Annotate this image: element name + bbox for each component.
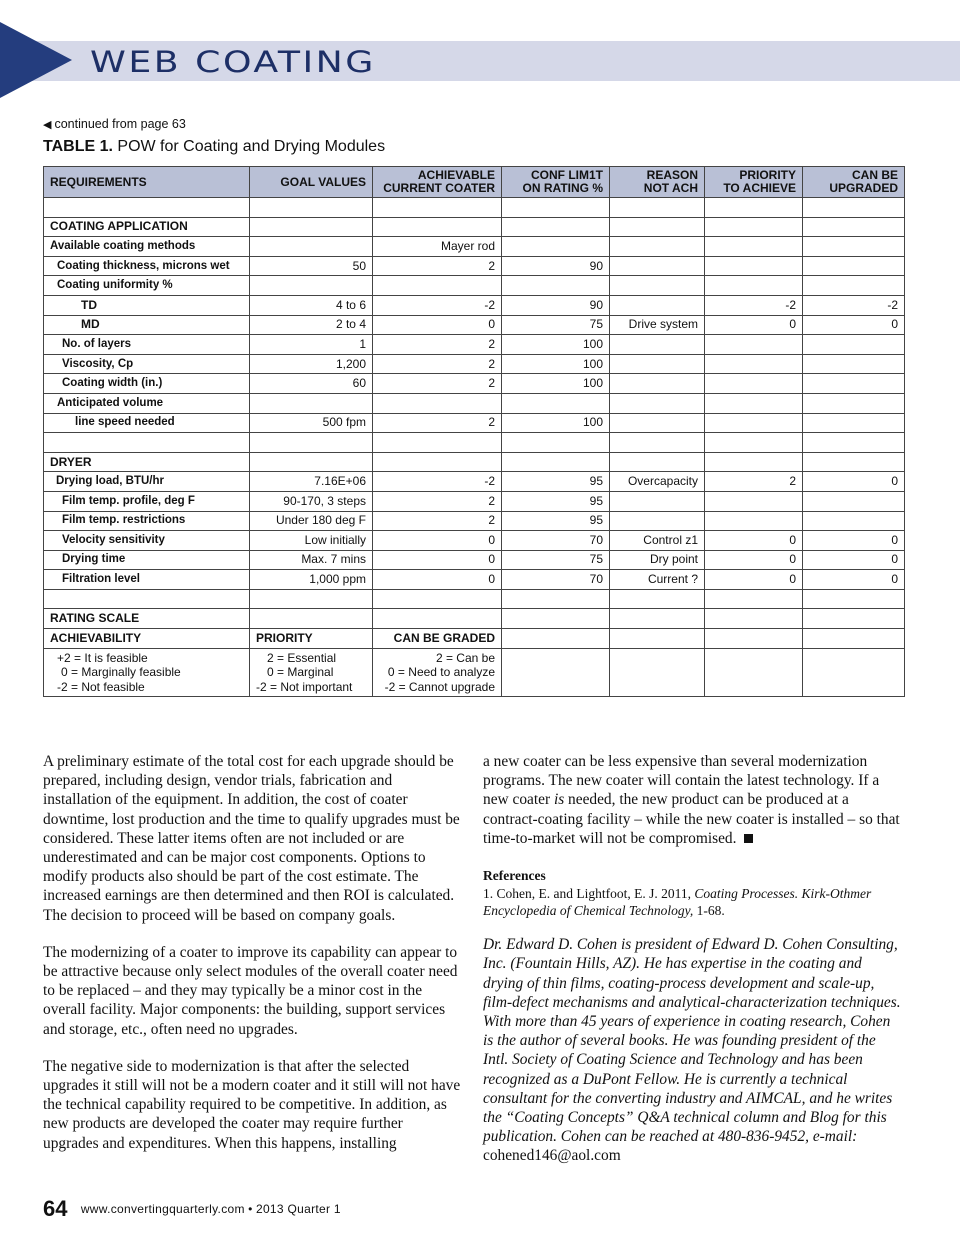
cell-requirement <box>44 589 250 609</box>
empty-cell <box>803 648 905 697</box>
cell-conf <box>502 452 610 472</box>
cell-priority <box>705 413 803 433</box>
cell-priority <box>705 589 803 609</box>
cell-conf <box>502 609 610 629</box>
empty-cell <box>610 648 705 697</box>
cell-priority: 0 <box>705 570 803 590</box>
cell-ach: 2 <box>373 491 502 511</box>
cell-conf <box>502 217 610 237</box>
cell-goal: 1 <box>250 335 373 355</box>
cell-conf: 90 <box>502 256 610 276</box>
cell-requirement: Coating uniformity % <box>44 276 250 296</box>
empty-cell <box>502 648 610 697</box>
table-row <box>44 491 905 511</box>
cell-upgrade <box>803 393 905 413</box>
cell-conf: 100 <box>502 413 610 433</box>
legend-line: +2 = It is feasible <box>57 650 148 665</box>
cell-priority <box>705 198 803 218</box>
body-paragraph: A preliminary estimate of the total cost for each upgrade should be prepared, including design, vendor trials, fabrication and installation of the equipment. In addition, the cost of coater downtime, lost production and the time to qualify upgrades must be considered. These latter items often are not included or are underestimated and can be major cost components. Options to modify products also should be part of the cost estimate. The increased earnings are then determined and then ROI is calculated. The decision to proceed will be based on company goals. <box>43 753 460 924</box>
cell-requirement: Filtration level <box>44 570 250 590</box>
cell-upgrade: 0 <box>803 570 905 590</box>
cell-priority <box>705 393 803 413</box>
cell-priority <box>705 374 803 394</box>
cell-goal: 90-170, 3 steps <box>250 491 373 511</box>
legend-line: 0 = Need to analyze <box>387 665 495 680</box>
cell-reason <box>610 511 705 531</box>
author-bio: Dr. Edward D. Cohen is president of Edward D. Cohen Consulting, Inc. (Fountain Hills, AZ). He has expertise in the coating and drying of thin films, coating-process development and scale-up, film-defect mechanisms and analytical-characterization techniques. With more than 45 years of experience in coating research, Cohen is the author of several books. He was founding president of the Intl. Society of Coating Science and Technology and has been recognized as a DuPont Fellow. He is currently a technical consultant for the converting industry and AIMCAL, and he writes the “Coating Concepts” Q&A technical column and Blog for this publication. Cohen can be reached at 480-836-9452, e-mail: cohened146@aol.com <box>483 936 901 1165</box>
cell-reason <box>610 413 705 433</box>
cell-goal: 50 <box>250 256 373 276</box>
cell-conf: 100 <box>502 374 610 394</box>
cell-conf: 70 <box>502 570 610 590</box>
table-row <box>44 315 905 335</box>
empty-cell <box>705 648 803 697</box>
page-footer <box>43 1196 341 1222</box>
cell-ach: 2 <box>373 354 502 374</box>
cell-priority <box>705 452 803 472</box>
table-row <box>44 433 905 453</box>
cell-goal <box>250 393 373 413</box>
cell-reason: Drive system <box>610 315 705 335</box>
cell-goal: 2 to 4 <box>250 315 373 335</box>
legend-can-be-graded <box>373 648 502 697</box>
cell-ach: Mayer rod <box>373 237 502 257</box>
empty-cell <box>610 629 705 649</box>
cell-upgrade <box>803 452 905 472</box>
table-row <box>44 198 905 218</box>
cell-conf: 75 <box>502 550 610 570</box>
cell-conf <box>502 276 610 296</box>
author-email-link[interactable]: cohened146@aol.com <box>483 1147 621 1165</box>
cell-upgrade <box>803 237 905 257</box>
table-row <box>44 276 905 296</box>
cell-ach <box>373 452 502 472</box>
cell-requirement: Viscosity, Cp <box>44 354 250 374</box>
cell-conf: 100 <box>502 354 610 374</box>
cell-upgrade: 0 <box>803 472 905 492</box>
cell-goal: 60 <box>250 374 373 394</box>
cell-upgrade <box>803 354 905 374</box>
cell-reason <box>610 217 705 237</box>
table-title: TABLE 1. POW for Coating and Drying Modules <box>43 138 386 155</box>
cell-reason <box>610 198 705 218</box>
empty-cell <box>705 629 803 649</box>
cell-requirement: Film temp. profile, deg F <box>44 491 250 511</box>
cell-requirement: line speed needed <box>44 413 250 433</box>
left-arrow-icon: ◀ <box>43 119 52 131</box>
cell-priority <box>705 237 803 257</box>
body-paragraph: The modernizing of a coater to improve its capability can appear to be attractive because only select modules of the overall coater need to be replaced – and they may typically be a minor cost in the overall facility. Major components: the building, support services and storage, etc., often need no upgrades. <box>43 943 458 1038</box>
cell-requirement: RATING SCALE <box>44 609 250 629</box>
cell-requirement: Velocity sensitivity <box>44 531 250 551</box>
col-header-conf-limit: CONF LIM1T ON RATING % <box>502 167 610 198</box>
cell-requirement <box>44 198 250 218</box>
table-row <box>44 589 905 609</box>
cell-requirement: Available coating methods <box>44 237 250 257</box>
cell-upgrade <box>803 374 905 394</box>
cell-reason <box>610 433 705 453</box>
cell-ach: 0 <box>373 570 502 590</box>
cell-goal <box>250 237 373 257</box>
footer-issue: 2013 Quarter 1 <box>255 1202 341 1216</box>
table-row <box>44 256 905 276</box>
cell-conf <box>502 393 610 413</box>
legend-line: -2 = Not important <box>256 679 353 694</box>
cell-goal <box>250 452 373 472</box>
cell-requirement: Film temp. restrictions <box>44 511 250 531</box>
cell-ach: 2 <box>373 374 502 394</box>
cell-reason <box>610 393 705 413</box>
cell-reason <box>610 491 705 511</box>
body-column-2 <box>483 752 903 1166</box>
cell-reason <box>610 256 705 276</box>
cell-requirement: Coating thickness, microns wet <box>44 256 250 276</box>
cell-reason <box>610 354 705 374</box>
cell-ach: 2 <box>373 335 502 355</box>
cell-upgrade: -2 <box>803 295 905 315</box>
cell-reason: Control z1 <box>610 531 705 551</box>
empty-cell <box>502 629 610 649</box>
cell-reason <box>610 374 705 394</box>
continued-note: ◀ continued from page 63 <box>43 117 186 131</box>
cell-priority <box>705 609 803 629</box>
col-header-reason: REASON NOT ACH <box>610 167 705 198</box>
cell-upgrade <box>803 609 905 629</box>
table-row <box>44 531 905 551</box>
cell-priority: 2 <box>705 472 803 492</box>
cell-ach: -2 <box>373 472 502 492</box>
cell-ach: -2 <box>373 295 502 315</box>
cell-priority: 0 <box>705 531 803 551</box>
cell-requirement: No. of layers <box>44 335 250 355</box>
cell-requirement: COATING APPLICATION <box>44 217 250 237</box>
cell-conf <box>502 589 610 609</box>
cell-priority: 0 <box>705 550 803 570</box>
body-paragraph: The negative side to modernization is that after the selected upgrades it still will not be a modern coater and it still will not have the technical capability required to be competitive. In addition, as new products are developed the coater may require further upgrades and expenditures. When this happens, installing <box>43 1057 461 1152</box>
cell-goal <box>250 198 373 218</box>
body-column-1 <box>43 752 461 1171</box>
cell-reason: Current ? <box>610 570 705 590</box>
cell-goal: 7.16E+06 <box>250 472 373 492</box>
cell-conf: 90 <box>502 295 610 315</box>
table-row <box>44 217 905 237</box>
cell-goal <box>250 217 373 237</box>
table-row <box>44 609 905 629</box>
cell-priority <box>705 276 803 296</box>
scale-header-can-be-graded: CAN BE GRADED <box>373 629 502 649</box>
cell-upgrade <box>803 256 905 276</box>
cell-upgrade <box>803 276 905 296</box>
cell-requirement <box>44 433 250 453</box>
cell-conf: 95 <box>502 511 610 531</box>
table-row <box>44 629 905 649</box>
scale-header-achievability: ACHIEVABILITY <box>44 629 250 649</box>
cell-upgrade: 0 <box>803 315 905 335</box>
table-row <box>44 511 905 531</box>
cell-goal: Low initially <box>250 531 373 551</box>
cell-upgrade: 0 <box>803 531 905 551</box>
col-header-goal-values: GOAL VALUES <box>250 167 373 198</box>
cell-goal: 1,200 <box>250 354 373 374</box>
pow-table <box>43 166 905 697</box>
cell-upgrade <box>803 198 905 218</box>
table-row <box>44 354 905 374</box>
cell-goal: Under 180 deg F <box>250 511 373 531</box>
cell-requirement: Drying time <box>44 550 250 570</box>
table-row <box>44 295 905 315</box>
cell-ach: 0 <box>373 531 502 551</box>
cell-requirement: TD <box>44 295 250 315</box>
cell-ach: 2 <box>373 511 502 531</box>
cell-requirement: DRYER <box>44 452 250 472</box>
cell-ach: 2 <box>373 256 502 276</box>
cell-reason <box>610 609 705 629</box>
reference-item: 1. Cohen, E. and Lightfoot, E. J. 2011, Coating Processes. Kirk-Othmer Encyclopedia of Chemical Technology, 1-68. <box>483 886 872 919</box>
cell-ach <box>373 589 502 609</box>
legend-achievability <box>44 648 250 697</box>
table-row <box>44 335 905 355</box>
table-header-row <box>44 167 905 198</box>
references-heading: References <box>483 868 546 884</box>
col-header-achievable: ACHIEVABLE CURRENT COATER <box>373 167 502 198</box>
cell-priority <box>705 335 803 355</box>
cell-reason <box>610 589 705 609</box>
cell-ach: 0 <box>373 315 502 335</box>
table-row <box>44 452 905 472</box>
col-header-priority: PRIORITY TO ACHIEVE <box>705 167 803 198</box>
cell-goal: 1,000 ppm <box>250 570 373 590</box>
cell-priority <box>705 256 803 276</box>
cell-upgrade <box>803 491 905 511</box>
table-body <box>44 198 905 697</box>
cell-goal <box>250 433 373 453</box>
legend-line: -2 = Cannot upgrade <box>384 679 495 694</box>
cell-priority <box>705 491 803 511</box>
cell-upgrade <box>803 413 905 433</box>
cell-reason: Overcapacity <box>610 472 705 492</box>
cell-goal: 500 fpm <box>250 413 373 433</box>
table-row <box>44 237 905 257</box>
cell-reason: Dry point <box>610 550 705 570</box>
legend-priority <box>250 648 373 697</box>
cell-conf: 100 <box>502 335 610 355</box>
header-triangle-icon <box>0 22 72 98</box>
table-row <box>44 374 905 394</box>
cell-upgrade <box>803 433 905 453</box>
section-title: WEB COATING <box>90 45 376 79</box>
cell-reason <box>610 452 705 472</box>
table-row <box>44 570 905 590</box>
cell-upgrade <box>803 217 905 237</box>
legend-line: 2 = Essential <box>267 650 337 665</box>
table-row <box>44 648 905 697</box>
cell-ach <box>373 276 502 296</box>
page-number: 64 <box>43 1196 68 1221</box>
footer-separator: • <box>248 1202 253 1216</box>
cell-conf: 95 <box>502 472 610 492</box>
cell-conf <box>502 198 610 218</box>
legend-line: 2 = Can be <box>435 650 495 665</box>
col-header-requirements: REQUIREMENTS <box>44 167 250 198</box>
cell-priority: 0 <box>705 315 803 335</box>
table-row <box>44 550 905 570</box>
cell-conf: 70 <box>502 531 610 551</box>
table-row <box>44 472 905 492</box>
cell-priority <box>705 217 803 237</box>
legend-line: 0 = Marginal <box>267 665 334 680</box>
end-mark-icon <box>744 834 753 843</box>
cell-upgrade <box>803 589 905 609</box>
cell-goal <box>250 609 373 629</box>
empty-cell <box>803 629 905 649</box>
cell-reason <box>610 237 705 257</box>
cell-upgrade <box>803 511 905 531</box>
cell-ach <box>373 393 502 413</box>
cell-conf: 95 <box>502 491 610 511</box>
cell-ach: 2 <box>373 413 502 433</box>
body-paragraph: a new coater can be less expensive than several modernization programs. The new coater will contain the latest technology. If a new coater is needed, the new product can be produced at a contract-coating facility – while the new coater is installed – so that time-to-market will not be compromised. <box>483 753 900 847</box>
cell-ach <box>373 609 502 629</box>
cell-requirement: MD <box>44 315 250 335</box>
legend-line: -2 = Not feasible <box>57 679 145 694</box>
cell-reason <box>610 295 705 315</box>
cell-conf: 75 <box>502 315 610 335</box>
cell-upgrade <box>803 335 905 355</box>
cell-requirement: Coating width (in.) <box>44 374 250 394</box>
cell-ach <box>373 217 502 237</box>
scale-header-priority: PRIORITY <box>250 629 373 649</box>
cell-upgrade: 0 <box>803 550 905 570</box>
table-row <box>44 393 905 413</box>
cell-priority <box>705 354 803 374</box>
table-row <box>44 413 905 433</box>
cell-priority <box>705 511 803 531</box>
cell-conf <box>502 433 610 453</box>
cell-goal <box>250 276 373 296</box>
cell-conf <box>502 237 610 257</box>
cell-ach: 0 <box>373 550 502 570</box>
cell-reason <box>610 335 705 355</box>
cell-priority <box>705 433 803 453</box>
legend-line: 0 = Marginally feasible <box>61 665 181 680</box>
cell-ach <box>373 198 502 218</box>
cell-priority: -2 <box>705 295 803 315</box>
footer-site[interactable]: www.convertingquarterly.com <box>80 1202 245 1216</box>
cell-requirement: Drying load, BTU/hr <box>44 472 250 492</box>
cell-goal: Max. 7 mins <box>250 550 373 570</box>
cell-reason <box>610 276 705 296</box>
cell-requirement: Anticipated volume <box>44 393 250 413</box>
cell-goal: 4 to 6 <box>250 295 373 315</box>
cell-goal <box>250 589 373 609</box>
col-header-upgrade: CAN BE UPGRADED <box>803 167 905 198</box>
cell-ach <box>373 433 502 453</box>
